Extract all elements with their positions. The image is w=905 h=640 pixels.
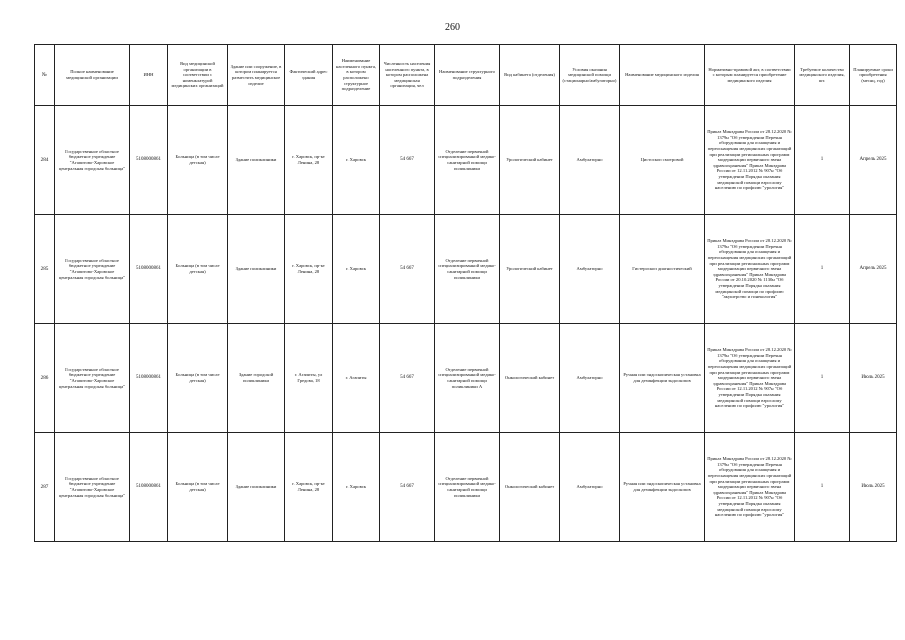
cell-address: г. Харовск, пр-кт Ленина, 28 (285, 215, 333, 324)
cell-date: Июль 2025 (850, 324, 897, 433)
cell-locality: г. Агапиты (333, 324, 380, 433)
cell-inn: 5108000861 (130, 215, 168, 324)
cell-cabinet: Онкологический кабинет (500, 433, 560, 542)
cell-org-name: Государственное областное бюджетное учреждение "Агапитово-Харовское центральная городская больница" (55, 324, 130, 433)
cell-unit: Отделение первичной специализированной медико-санитарной помощи поликлиники А (435, 324, 500, 433)
cell-address: г. Агапиты, ул Гредова, 18 (285, 324, 333, 433)
cell-number: 287 (35, 433, 55, 542)
cell-conditions: Амбулаторно (560, 215, 620, 324)
cell-number: 285 (35, 215, 55, 324)
cell-org-name: Государственное областное бюджетное учреждение "Агапитово-Харовское центральная городская больница" (55, 106, 130, 215)
cell-inn: 5108000861 (130, 106, 168, 215)
cell-population: 54 667 (380, 324, 435, 433)
header-cell-address: Фактический адрес здания (285, 45, 333, 106)
cell-org-type: Больница (в том числе детская) (168, 106, 228, 215)
cell-legal-act: Приказ Минздрава России от 28.12.2020 № 1379н "Об утверждении Перечня оборудования для оснащения и переоснащения медицинских организаций при реализации региональных программ модернизации первичного звена здравоохранения" Приказ Минздрава России от 12.11.2012 № 907н "Об утверждении Порядка оказания медицинской помощи взрослому населению по профилю "урология" (705, 324, 795, 433)
cell-legal-act: Приказ Минздрава России от 28.12.2020 № 1379н "Об утверждении Перечня оборудования для оснащения и переоснащения медицинских организаций при реализации региональных программ модернизации первичного звена здравоохранения" Приказ Минздрава России от 12.11.2012 № 907н "Об утверждении Порядка оказания медицинской помощи взрослому населению по профилю "урология" (705, 433, 795, 542)
cell-cabinet: Онкологический кабинет (500, 324, 560, 433)
header-cell-date: Планируемые сроки приобретения (месяц, год) (850, 45, 897, 106)
table-row (35, 324, 897, 433)
cell-population: 54 667 (380, 106, 435, 215)
equipment-registry-table (34, 44, 897, 542)
cell-device: Ручная или эндоскопическая установка для дезинфекции эндоскопов (620, 324, 705, 433)
cell-building: Здание поликлиники (228, 215, 285, 324)
header-cell-population: Численность населения населенного пункта, в котором расположена медицинская организация, чел (380, 45, 435, 106)
cell-date: Апрель 2025 (850, 215, 897, 324)
header-cell-org-name: Полное наименование медицинской организации (55, 45, 130, 106)
table-row (35, 433, 897, 542)
cell-date: Июль 2025 (850, 433, 897, 542)
cell-legal-act: Приказ Минздрава России от 28.12.2020 № 1379н "Об утверждении Перечня оборудования для оснащения и переоснащения медицинских организаций при реализации региональных программ модернизации первичного звена здравоохранения" Приказ Минздрава России от 12.11.2012 № 907н "Об утверждении Порядка оказания медицинской помощи взрослому населению по профилю "урология" (705, 106, 795, 215)
cell-number: 284 (35, 106, 55, 215)
cell-conditions: Амбулаторно (560, 433, 620, 542)
header-cell-number: № (35, 45, 55, 106)
cell-building: Здание городской поликлиники (228, 324, 285, 433)
cell-building: Здание поликлиники (228, 106, 285, 215)
cell-device: Гистероскоп диагностический (620, 215, 705, 324)
cell-device: Цистоскоп смотровой (620, 106, 705, 215)
cell-quantity: 1 (795, 324, 850, 433)
cell-inn: 5108000861 (130, 433, 168, 542)
cell-inn: 5108000861 (130, 324, 168, 433)
cell-unit: Отделение первичной специализированной медико-санитарной помощи поликлиники (435, 106, 500, 215)
cell-unit: Отделение первичной специализированной медико-санитарной помощи поликлиники (435, 433, 500, 542)
cell-cabinet: Урологический кабинет (500, 106, 560, 215)
cell-date: Апрель 2025 (850, 106, 897, 215)
header-cell-conditions: Условия оказания медицинской помощи (стационарно/амбулаторно) (560, 45, 620, 106)
header-cell-cabinet: Вид кабинета (отделения) (500, 45, 560, 106)
header-cell-locality: Наименование населенного пункта, в котором расположено структурное подразделение (333, 45, 380, 106)
header-cell-unit: Наименование структурного подразделения (435, 45, 500, 106)
table-body (35, 106, 897, 542)
cell-population: 54 667 (380, 215, 435, 324)
cell-legal-act: Приказ Минздрава России от 28.12.2020 № 1379н "Об утверждении Перечня оборудования для оснащения и переоснащения медицинских организаций при реализации региональных программ модернизации первичного звена здравоохранения" Приказ Минздрава России от 20.10.2020 № 1130н "Об утверждении Порядка оказания медицинской помощи по профилю "акушерство и гинекология" (705, 215, 795, 324)
cell-org-name: Государственное областное бюджетное учреждение "Агапитово-Харовское центральная городская больница" (55, 433, 130, 542)
header-cell-org-type: Вид медицинской организации в соответствии с номенклатурой медицинских организаций (168, 45, 228, 106)
cell-address: г. Харовск, пр-кт Ленина, 28 (285, 106, 333, 215)
cell-device: Ручная или эндоскопическая установка для дезинфекции эндоскопов (620, 433, 705, 542)
cell-org-type: Больница (в том числе детская) (168, 433, 228, 542)
cell-locality: г. Харовск (333, 106, 380, 215)
cell-conditions: Амбулаторно (560, 324, 620, 433)
cell-conditions: Амбулаторно (560, 106, 620, 215)
cell-quantity: 1 (795, 215, 850, 324)
cell-org-type: Больница (в том числе детская) (168, 215, 228, 324)
cell-org-type: Больница (в том числе детская) (168, 324, 228, 433)
cell-quantity: 1 (795, 433, 850, 542)
cell-address: г. Харовск, пр-кт Ленина, 28 (285, 433, 333, 542)
cell-locality: г. Харовск (333, 433, 380, 542)
cell-locality: г. Харовск (333, 215, 380, 324)
cell-number: 286 (35, 324, 55, 433)
cell-population: 54 667 (380, 433, 435, 542)
header-cell-quantity: Требуемое количество медицинского изделия, шт. (795, 45, 850, 106)
page-number: 260 (445, 22, 460, 33)
header-cell-inn: ИНН (130, 45, 168, 106)
table-row (35, 215, 897, 324)
cell-cabinet: Урологический кабинет (500, 215, 560, 324)
cell-org-name: Государственное областное бюджетное учреждение "Агапитово-Харовское центральная городская больница" (55, 215, 130, 324)
cell-unit: Отделение первичной специализированной медико-санитарной помощи поликлиники (435, 215, 500, 324)
header-cell-building: Здание или сооружение, в котором планируется разместить медицинское изделие (228, 45, 285, 106)
header-row (35, 45, 897, 106)
table-header (35, 45, 897, 106)
cell-quantity: 1 (795, 106, 850, 215)
header-cell-legal-act: Нормативно-правовой акт, в соответствии с которым планируется приобретение медицинского изделия (705, 45, 795, 106)
header-cell-device: Наименование медицинского изделия (620, 45, 705, 106)
table-row (35, 106, 897, 215)
cell-building: Здание поликлиники (228, 433, 285, 542)
